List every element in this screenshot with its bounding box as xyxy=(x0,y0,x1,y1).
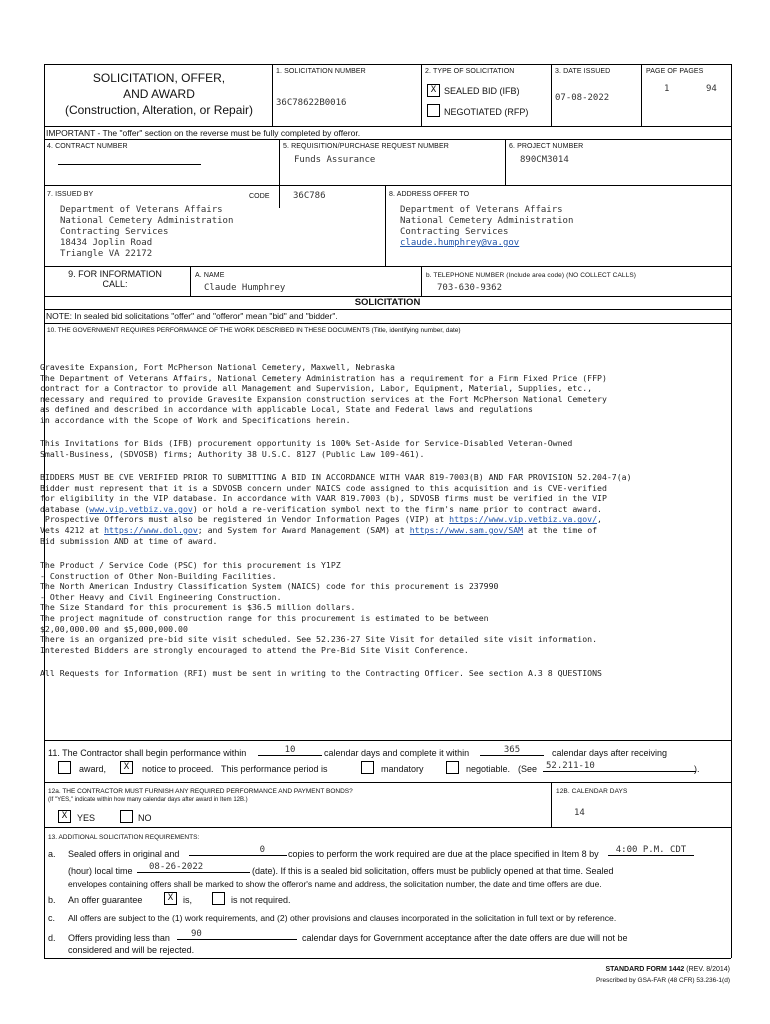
row-border xyxy=(44,740,731,741)
contact-name: Claude Humphrey xyxy=(204,283,286,293)
contact-email-link[interactable]: claude.humphrey@va.gov xyxy=(400,238,520,248)
divider xyxy=(421,266,422,296)
description-paragraph-4: The Product / Service Code (PSC) for this procurement is Y1PZ - Construction of Other Non-Building Facilities. The North American Industry Classification System (NAICS) code for this procurement is 237990 - Other Heavy and Civil Engineering Construction. The Size Standard for this procurement is $36.5 million dollars. The project magnitude of construction range for this procurement is estimated to be between $2,00,000.00 and $5,000,000.00 There is an organized pre-bid site visit scheduled. See 52.236-27 Site Visit for detailed site visit information. Interested Bidders are strongly encouraged to attend the Pre-Bid Site Visit Conference. xyxy=(40,560,598,655)
item13b-prefix: b. xyxy=(48,895,56,905)
address-offer-label: 8. ADDRESS OFFER TO xyxy=(389,191,470,198)
bonds-subtext: (If "YES," indicate within how many calendar days after award in Item 12B.) xyxy=(48,797,248,803)
item13a-text-2: copies to perform the work required are due at the place specified in Item 8 by xyxy=(288,849,599,859)
title-line-3: (Construction, Alteration, or Repair) xyxy=(64,103,254,117)
see-close: ). xyxy=(694,764,700,774)
divider xyxy=(279,139,280,185)
project-number-label: 6. PROJECT NUMBER xyxy=(509,143,584,150)
issued-by-address xyxy=(60,205,233,260)
project-number: 890CM3014 xyxy=(520,155,569,165)
vets-text-post: at the time of xyxy=(523,524,598,535)
mandatory-checkbox[interactable] xyxy=(361,761,374,774)
issued-by-label: 7. ISSUED BY xyxy=(47,191,94,198)
contact-phone: 703-630-9362 xyxy=(437,283,503,293)
item13d-text-1: Offers providing less than xyxy=(68,933,170,943)
requisition-label: 5. REQUISITION/PURCHASE REQUEST NUMBER xyxy=(283,143,449,150)
top-border xyxy=(44,64,731,65)
issued-by-line: 18434 Joplin Road xyxy=(60,238,153,248)
divider xyxy=(505,139,506,185)
total-pages: 94 xyxy=(706,84,717,94)
date-issued: 07-08-2022 xyxy=(555,93,610,103)
item13d-text-2: calendar days for Government acceptance after the date offers are due will not be xyxy=(302,933,628,943)
vets-text-mid: ; and System for Award Management (SAM) at xyxy=(197,524,410,535)
contract-number-label: 4. CONTRACT NUMBER xyxy=(47,143,128,150)
item13a-text-5: envelopes containing offers shall be marked to show the offeror's name and address, the solicitation number, the date and time offers are due. xyxy=(68,879,602,889)
item10-label: 10. THE GOVERNMENT REQUIRES PERFORMANCE OF THE WORK DESCRIBED IN THESE DOCUMENTS (Title, identifying number, date) xyxy=(47,327,461,334)
vip-database-link[interactable]: www.vip.vetbiz.va.gov xyxy=(89,503,193,514)
vets-text-pre: Vets 4212 at xyxy=(40,524,105,535)
calendar-days-label: 12B. CALENDAR DAYS xyxy=(556,788,628,795)
row-border xyxy=(44,185,731,186)
notice-to-proceed-label: notice to proceed. xyxy=(142,764,214,774)
page-number: 1 xyxy=(664,84,670,94)
cve-text: BIDDERS MUST BE CVE VERIFIED PRIOR TO SUBMITTING A BID IN ACCORDANCE WITH VAAR 819-7003(B) AND FAR PROVISION 52.204-7(a) Bidder must represent that it is a SDVOSB concern under NAICS code assigned to this acquisition and is CVE-verified for eligibility in the VIP database. In accordance with VAAR 819.7003 (b), SDVOSB firms must be verified in the VIP xyxy=(40,472,632,504)
item13b-text: An offer guarantee xyxy=(68,895,143,905)
code-label: CODE xyxy=(249,193,270,200)
divider xyxy=(551,64,552,126)
name-label: A. NAME xyxy=(195,272,225,279)
bonds-calendar-days: 14 xyxy=(574,808,585,818)
date-issued-label: 3. DATE ISSUED xyxy=(555,68,611,75)
negotiated-checkbox[interactable] xyxy=(427,104,440,117)
issued-by-line: Department of Veterans Affairs xyxy=(60,205,223,215)
award-checkbox[interactable] xyxy=(58,761,71,774)
description-paragraph-3 xyxy=(40,472,730,546)
item13a-prefix: a. xyxy=(48,849,56,859)
item11-text-2: calendar days and complete it within xyxy=(324,748,470,758)
prescribed-by: Prescribed by GSA-FAR (48 CFR) 53.236-1(d) xyxy=(595,977,730,984)
form-title xyxy=(44,70,274,118)
standard-form-revision: (REV. 8/2014) xyxy=(686,966,730,973)
description-paragraph-2: This Invitations for Bids (IFB) procurement opportunity is 100% Set-Aside for Service-Disabled Veteran-Owned Small-Business, (SDVOSB) firms; Authority 38 U.S.C. 8127 (Public Law 109-461). xyxy=(40,438,573,459)
bonds-yes-label: YES xyxy=(77,813,96,823)
award-label: award, xyxy=(79,764,107,774)
item13c-text: All offers are subject to the (1) work requirements, and (2) other provisions and clauses incorporated in the solicitation in full text or by reference. xyxy=(68,913,617,923)
divider xyxy=(272,64,273,126)
divider xyxy=(385,185,386,266)
vip-registration-link[interactable]: https://www.vip.vetbiz.va.gov/ xyxy=(449,514,598,525)
page-of-pages-label: PAGE OF PAGES xyxy=(646,68,704,75)
title-line-1: SOLICITATION, OFFER, xyxy=(92,71,226,85)
contract-number-field[interactable] xyxy=(58,164,201,165)
performance-complete-days[interactable]: 365 xyxy=(480,745,544,756)
item13d-text-3: considered and will be rejected. xyxy=(68,945,195,955)
dol-link[interactable]: https://www.dol.gov xyxy=(104,524,198,535)
bonds-yes-checkbox[interactable]: X xyxy=(58,810,71,823)
row-border xyxy=(44,126,731,127)
negotiated-label: NEGOTIATED (RFP) xyxy=(444,107,529,117)
issued-by-line: National Cemetery Administration xyxy=(60,216,234,226)
requisition-number: Funds Assurance xyxy=(294,155,376,165)
standard-form-number: STANDARD FORM 1442 xyxy=(605,966,685,973)
address-offer-to xyxy=(400,205,573,249)
address-offer-line: Contracting Services xyxy=(400,227,509,237)
divider xyxy=(279,185,280,208)
offer-guarantee-is-label: is, xyxy=(183,895,192,905)
bid-submission-text: Bid submission AND at time of award. xyxy=(40,535,218,546)
negotiable-checkbox[interactable] xyxy=(446,761,459,774)
negotiable-label: negotiable. xyxy=(466,764,511,774)
acceptance-days[interactable]: 90 xyxy=(177,929,297,940)
info-call-label xyxy=(50,269,180,289)
divider xyxy=(421,64,422,126)
bonds-no-label: NO xyxy=(138,813,152,823)
solicitation-number: 36C78622B0016 xyxy=(276,98,347,108)
standard-form-footer xyxy=(520,966,730,973)
db-text-post: ) or hold a re-verification symbol next to the firm's name prior to contract award. xyxy=(192,503,602,514)
issuer-code: 36C786 xyxy=(293,191,326,201)
prospective-text-post: , xyxy=(597,514,602,525)
item11-text-3: calendar days after receiving xyxy=(552,748,668,758)
offer-guarantee-not-label: is not required. xyxy=(231,895,291,905)
row-border xyxy=(44,309,731,310)
sealed-bid-checkbox[interactable]: X xyxy=(427,84,440,97)
see-label: (See xyxy=(518,764,538,774)
solicitation-heading: SOLICITATION xyxy=(354,297,421,308)
item11-text-1: 11. The Contractor shall begin performance within xyxy=(48,748,247,758)
row-border xyxy=(44,827,731,828)
item13c-prefix: c. xyxy=(48,913,56,923)
sealed-bid-label: SEALED BID (IFB) xyxy=(444,86,520,96)
divider xyxy=(190,266,191,296)
prospective-text: Prospective Offerors must also be registered in Vendor Information Pages (VIP) at xyxy=(40,514,450,525)
due-time[interactable]: 4:00 P.M. CDT xyxy=(608,845,694,856)
performance-start-days[interactable]: 10 xyxy=(258,745,322,756)
row-border xyxy=(44,782,731,783)
performance-period-text: This performance period is xyxy=(221,764,328,774)
info-call-line-1: 9. FOR INFORMATION xyxy=(68,269,162,279)
item13d-prefix: d. xyxy=(48,933,56,943)
row-border xyxy=(44,323,731,324)
issued-by-line: Contracting Services xyxy=(60,227,169,237)
bonds-question: 12a. THE CONTRACTOR MUST FURNISH ANY REQUIRED PERFORMANCE AND PAYMENT BONDS? xyxy=(48,788,353,795)
title-line-2: AND AWARD xyxy=(123,87,195,101)
right-border xyxy=(731,64,732,958)
bottom-border xyxy=(44,958,731,959)
important-notice: IMPORTANT - The "offer" section on the reverse must be fully completed by offeror. xyxy=(46,128,361,138)
solicitation-number-label: 1. SOLICITATION NUMBER xyxy=(276,68,366,75)
item13a-text-3: (hour) local time xyxy=(68,866,133,876)
db-text-pre: database ( xyxy=(40,503,90,514)
bonds-no-checkbox[interactable] xyxy=(120,810,133,823)
issued-by-line: Triangle VA 22172 xyxy=(60,249,153,259)
divider xyxy=(641,64,642,126)
sam-link[interactable]: https://www.sam.gov/SAM xyxy=(409,524,524,535)
address-offer-line: Department of Veterans Affairs xyxy=(400,205,563,215)
row-border xyxy=(44,266,731,267)
type-of-solicitation-label: 2. TYPE OF SOLICITATION xyxy=(425,68,515,75)
due-date[interactable]: 08-26-2022 xyxy=(137,862,250,873)
clause-reference[interactable]: 52.211-10 xyxy=(543,761,696,772)
row-border xyxy=(44,139,731,140)
description-paragraph-1: Gravesite Expansion, Fort McPherson National Cemetery, Maxwell, Nebraska The Department of Veterans Affairs, National Cemetery Administration has a requirement for a Firm Fixed Price (FFP) contract for a Contractor to provide all Management and Supervision, Labor, Equipment, Material, Supplies, etc., necessary and required to provide Gravesite Expansion construction services at the Fort McPherson National Cemetery as defined and described in accordance with applicable Local, State and Federal laws and regulations in accordance with the Scope of Work and Specifications herein. xyxy=(40,362,607,425)
offer-guarantee-not-checkbox[interactable] xyxy=(212,892,225,905)
item13a-text-1: Sealed offers in original and xyxy=(68,849,180,859)
divider xyxy=(551,782,552,827)
item13a-text-4: (date). If this is a sealed bid solicitation, offers must be publicly opened at that time. Sealed xyxy=(252,866,614,876)
note-text: NOTE: In sealed bid solicitations "offer" and "offeror" mean "bid" and "bidder". xyxy=(46,311,338,321)
item13-label: 13. ADDITIONAL SOLICITATION REQUIREMENTS: xyxy=(48,834,200,841)
mandatory-label: mandatory xyxy=(381,764,424,774)
phone-label: b. TELEPHONE NUMBER (Include area code) (NO COLLECT CALLS) xyxy=(426,272,637,279)
copies-count[interactable]: 0 xyxy=(189,845,287,856)
offer-guarantee-is-checkbox[interactable]: X xyxy=(164,892,177,905)
address-offer-line: National Cemetery Administration xyxy=(400,216,574,226)
info-call-line-2: CALL: xyxy=(102,279,128,289)
description-paragraph-5: All Requests for Information (RFI) must be sent in writing to the Contracting Officer. See section A.3 8 QUESTIONS xyxy=(40,668,602,678)
notice-to-proceed-checkbox[interactable]: X xyxy=(120,761,133,774)
